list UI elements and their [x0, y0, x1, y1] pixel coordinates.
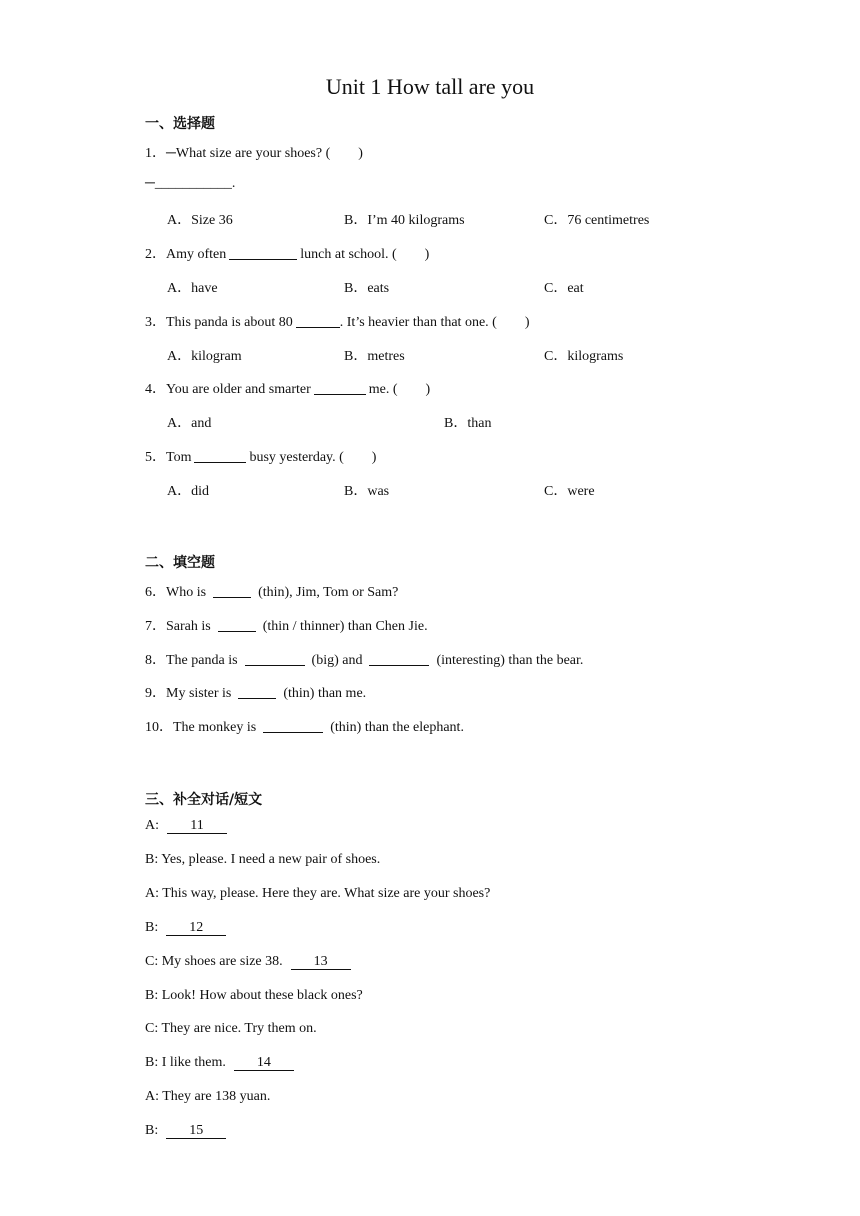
dialogue-line [145, 1021, 317, 1037]
q7-text-after: (thin / thinner) than Chen Jie. [262, 619, 428, 634]
q5-option-a: A．did [167, 484, 209, 499]
q2-option-a: A．have [167, 281, 218, 296]
dialogue-line [145, 1055, 294, 1071]
q6-text-after: (thin), Jim, Tom or Sam? [258, 585, 399, 600]
answer-blank [238, 684, 276, 699]
answer-blank [296, 313, 340, 328]
numbered-blank: 14 [234, 1056, 294, 1071]
q5-text-before: 5．Tom [145, 450, 192, 465]
question-6 [145, 581, 398, 601]
speaker-label: B: [145, 987, 159, 1003]
dialogue-line [145, 818, 227, 834]
question-1: 1．─What size are your shoes? ( ) [145, 146, 363, 161]
q3-option-c: C．kilograms [544, 349, 624, 364]
section-heading-fill-in: 二、填空题 [145, 555, 215, 571]
q8-text-after: (interesting) than the bear. [436, 653, 584, 668]
numbered-blank: 11 [167, 819, 227, 834]
answer-blank [194, 448, 246, 463]
dialogue-line [145, 988, 363, 1004]
answer-blank [369, 651, 429, 666]
numbered-blank: 13 [291, 955, 351, 970]
section-heading-dialogue: 三、补全对话/短文 [145, 792, 263, 808]
q5-option-c: C．were [544, 484, 595, 499]
answer-blank [213, 583, 251, 598]
speaker-label: A: [145, 818, 159, 833]
speaker-label: B: [145, 1123, 159, 1139]
q6-text-before: 6．Who is [145, 585, 207, 600]
answer-blank: ___________ [154, 176, 232, 191]
question-2 [145, 243, 429, 263]
q2-text-after: lunch at school. ( ) [300, 247, 430, 262]
q3-option-b: B．metres [344, 349, 405, 364]
question-9 [145, 682, 366, 702]
dialogue-line [145, 1123, 226, 1139]
answer-blank [218, 617, 256, 632]
dialogue-text: I like them. [158, 1055, 226, 1071]
q1-option-c: C．76 centimetres [544, 213, 650, 228]
q2-option-b: B．eats [344, 281, 390, 296]
q5-option-b: B．was [344, 484, 390, 499]
q2-text-before: 2．Amy often [145, 247, 227, 262]
numbered-blank: 15 [166, 1124, 226, 1139]
dialogue-line [145, 920, 226, 936]
q10-text-before: 10．The monkey is [145, 720, 257, 735]
answer-blank [314, 380, 366, 395]
q1-option-a: A．Size 36 [167, 213, 233, 228]
dialogue-text: My shoes are size 38. [158, 953, 283, 969]
dialogue-text: Look! How about these black ones? [158, 987, 363, 1003]
dialogue-text: They are nice. Try them on. [158, 1021, 317, 1037]
numbered-blank: 12 [166, 921, 226, 936]
q2-option-c: C．eat [544, 281, 584, 296]
dash: ─ [145, 176, 155, 191]
q9-text-before: 9．My sister is [145, 686, 232, 701]
section-heading-choice: 一、选择题 [145, 116, 215, 132]
speaker-label: B: [145, 919, 159, 935]
q4-option-a: A．and [167, 416, 212, 431]
question-5 [145, 446, 376, 466]
speaker-label: B: [145, 1055, 159, 1071]
q7-text-before: 7．Sarah is [145, 619, 211, 634]
q8-text-before: 8．The panda is [145, 653, 238, 668]
answer-blank [229, 245, 297, 260]
q9-text-after: (thin) than me. [283, 686, 367, 701]
period: . [231, 176, 236, 191]
q10-text-after: (thin) than the elephant. [330, 720, 464, 735]
dialogue-line [145, 1089, 270, 1105]
q4-option-b: B．than [444, 416, 492, 431]
dialogue-text: Yes, please. I need a new pair of shoes. [158, 851, 381, 867]
speaker-label: C: [145, 953, 159, 969]
question-3 [145, 311, 529, 331]
dialogue-line [145, 852, 380, 868]
q3-text-after: . It’s heavier than that one. ( ) [339, 315, 530, 330]
question-10 [145, 716, 464, 736]
question-8 [145, 649, 583, 669]
answer-blank [263, 718, 323, 733]
speaker-label: B: [145, 851, 159, 867]
q5-text-after: busy yesterday. ( ) [249, 450, 377, 465]
speaker-label: A: [145, 885, 159, 901]
q8-text-middle: (big) and [311, 653, 363, 668]
q4-text-before: 4．You are older and smarter [145, 382, 311, 397]
speaker-label: C: [145, 1021, 159, 1037]
answer-blank [245, 651, 305, 666]
dialogue-text: This way, please. Here they are. What size are your shoes? [159, 885, 491, 901]
q1-option-b: B．I’m 40 kilograms [344, 213, 465, 228]
question-4 [145, 378, 430, 398]
question-7 [145, 615, 428, 635]
q4-text-after: me. ( ) [368, 382, 431, 397]
q3-option-a: A．kilogram [167, 349, 242, 364]
q3-text-before: 3．This panda is about 80 [145, 315, 293, 330]
dialogue-line [145, 954, 351, 970]
question-1-answer-line [145, 176, 235, 192]
speaker-label: A: [145, 1089, 159, 1105]
page-title: Unit 1 How tall are you [325, 74, 535, 99]
dialogue-text: They are 138 yuan. [159, 1089, 271, 1105]
dialogue-line [145, 886, 490, 902]
